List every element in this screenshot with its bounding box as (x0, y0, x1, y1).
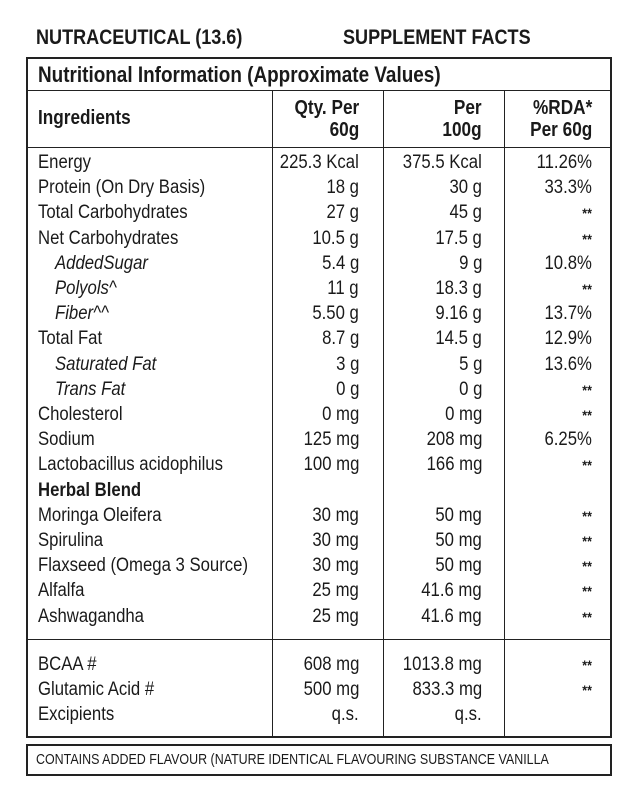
rda-value: ** (582, 533, 592, 549)
qty-per-60g: 27 g (326, 202, 359, 224)
qty-per-100g: 41.6 mg (421, 580, 482, 602)
table-row (28, 606, 610, 631)
table-row (28, 480, 610, 505)
qty-per-60g: 0 mg (321, 404, 359, 425)
ingredient-name: Ashwagandha (38, 605, 144, 627)
table-row (28, 679, 610, 704)
qty-per-60g: 125 mg (303, 429, 359, 451)
table-row (28, 354, 610, 379)
rda-value: 33.3% (544, 177, 592, 199)
qty-per-100g: 18.3 g (435, 278, 482, 299)
ingredient-name: Spirulina (38, 530, 104, 551)
rda-value: ** (582, 583, 592, 600)
title-divider (28, 90, 610, 91)
qty-per-100g: 30 g (449, 177, 482, 199)
table-title: Nutritional Information (Approximate Values) (38, 62, 441, 87)
qty-per-100g: 50 mg (435, 555, 482, 577)
table-row (28, 328, 610, 353)
footer-text: CONTAINS ADDED FLAVOUR (NATURE IDENTICAL FLAVOURING SUBSTANCE VANILLA (36, 751, 549, 768)
qty-per-100g: 50 mg (435, 530, 482, 551)
table-row (28, 505, 610, 530)
section-divider (28, 639, 610, 640)
qty-per-60g: q.s. (332, 704, 359, 726)
table-row (28, 278, 610, 303)
qty-per-60g: 3 g (335, 353, 359, 375)
table-row (28, 228, 610, 253)
qty-per-100g: 9.16 g (435, 303, 482, 325)
col-header-ingredients: Ingredients (38, 107, 131, 129)
rda-value: ** (582, 281, 592, 297)
rda-value: ** (582, 407, 592, 423)
ingredient-name: Energy (38, 152, 91, 173)
qty-per-60g: 18 g (326, 177, 359, 199)
table-row (28, 177, 610, 202)
qty-per-100g: 0 mg (444, 404, 482, 425)
qty-per-100g: 17.5 g (435, 227, 482, 249)
qty-per-60g: 5.50 g (312, 303, 359, 325)
table-row (28, 454, 610, 479)
rda-value: 13.7% (544, 303, 592, 325)
qty-per-60g: 10.5 g (312, 227, 359, 249)
table-row (28, 202, 610, 227)
qty-per-100g: 14.5 g (435, 328, 482, 350)
rda-value: 12.9% (544, 328, 592, 350)
ingredient-name: Glutamic Acid # (38, 679, 155, 701)
rda-value: 13.6% (544, 353, 592, 375)
qty-per-100g: 0 g (458, 378, 482, 400)
qty-per-100g: 375.5 Kcal (402, 152, 482, 173)
ingredient-name: Sodium (38, 429, 95, 451)
qty-per-100g: 5 g (458, 353, 482, 375)
ingredient-name: Protein (On Dry Basis) (38, 177, 206, 199)
qty-per-100g: 45 g (449, 202, 482, 224)
ingredient-name: Net Carbohydrates (38, 227, 179, 249)
table-row (28, 654, 610, 679)
qty-per-60g: 0 g (335, 378, 359, 400)
rda-value: 10.8% (544, 252, 592, 274)
qty-per-60g: 8.7 g (321, 328, 359, 350)
ingredient-name: AddedSugar (55, 252, 148, 274)
qty-per-60g: 30 mg (312, 530, 359, 551)
ingredient-name: Fiber^^ (55, 303, 109, 325)
table-row (28, 704, 610, 729)
header-divider (28, 147, 610, 148)
col-header-rda: %RDA* Per 60g (529, 97, 592, 141)
qty-per-60g: 30 mg (312, 504, 359, 526)
supplement-facts-heading: SUPPLEMENT FACTS (343, 26, 531, 49)
qty-per-60g: 608 mg (303, 654, 359, 675)
ingredient-name: Total Carbohydrates (38, 202, 188, 224)
qty-per-100g: 9 g (458, 252, 482, 274)
nutrition-table (26, 57, 612, 738)
qty-per-100g: 50 mg (435, 504, 482, 526)
qty-per-60g: 25 mg (312, 605, 359, 627)
rda-value: ** (582, 230, 592, 247)
rda-value: ** (582, 657, 592, 673)
ingredient-name: Saturated Fat (55, 353, 157, 375)
rda-value: ** (582, 381, 592, 398)
rda-value: ** (582, 457, 592, 474)
table-row (28, 555, 610, 580)
table-row (28, 530, 610, 555)
table-row (28, 404, 610, 429)
col-header-per-100g: Per 100g (442, 97, 482, 141)
table-row (28, 429, 610, 454)
qty-per-60g: 11 g (327, 278, 359, 299)
product-code-heading: NUTRACEUTICAL (13.6) (36, 26, 243, 49)
rda-value: ** (582, 682, 592, 699)
rda-value: ** (582, 608, 592, 625)
qty-per-60g: 25 mg (312, 580, 359, 602)
qty-per-100g: 166 mg (426, 454, 482, 476)
col-header-qty-per-60g: Qty. Per 60g (294, 97, 359, 141)
ingredient-name: Lactobacillus acidophilus (38, 454, 223, 476)
rda-value: 6.25% (544, 429, 592, 451)
table-row (28, 303, 610, 328)
ingredient-name: BCAA # (38, 654, 97, 675)
ingredient-name: Polyols^ (55, 278, 117, 299)
ingredient-name: Moringa Oleifera (38, 504, 162, 526)
qty-per-100g: 41.6 mg (421, 605, 482, 627)
qty-per-100g: 208 mg (426, 429, 482, 451)
table-row (28, 379, 610, 404)
ingredient-name: Excipients (38, 704, 115, 726)
ingredient-name: Trans Fat (55, 378, 126, 400)
rda-value: ** (582, 507, 592, 524)
ingredient-name: Cholesterol (38, 404, 123, 425)
rda-value: ** (582, 558, 592, 575)
ingredient-name: Alfalfa (38, 580, 85, 602)
qty-per-60g: 225.3 Kcal (279, 152, 359, 173)
rda-value: ** (582, 205, 592, 222)
qty-per-100g: q.s. (455, 704, 482, 726)
table-row (28, 580, 610, 605)
ingredient-name: Flaxseed (Omega 3 Source) (38, 555, 249, 577)
qty-per-60g: 100 mg (303, 454, 359, 476)
qty-per-100g: 1013.8 mg (402, 654, 482, 675)
qty-per-60g: 30 mg (312, 555, 359, 577)
qty-per-100g: 833.3 mg (412, 679, 482, 701)
qty-per-60g: 5.4 g (321, 252, 359, 274)
rda-value: 11.26% (536, 152, 592, 173)
qty-per-60g: 500 mg (303, 679, 359, 701)
footer-note (26, 744, 612, 776)
table-row (28, 253, 610, 278)
table-row (28, 152, 610, 177)
ingredient-name: Total Fat (38, 328, 103, 350)
ingredient-name: Herbal Blend (38, 479, 142, 501)
